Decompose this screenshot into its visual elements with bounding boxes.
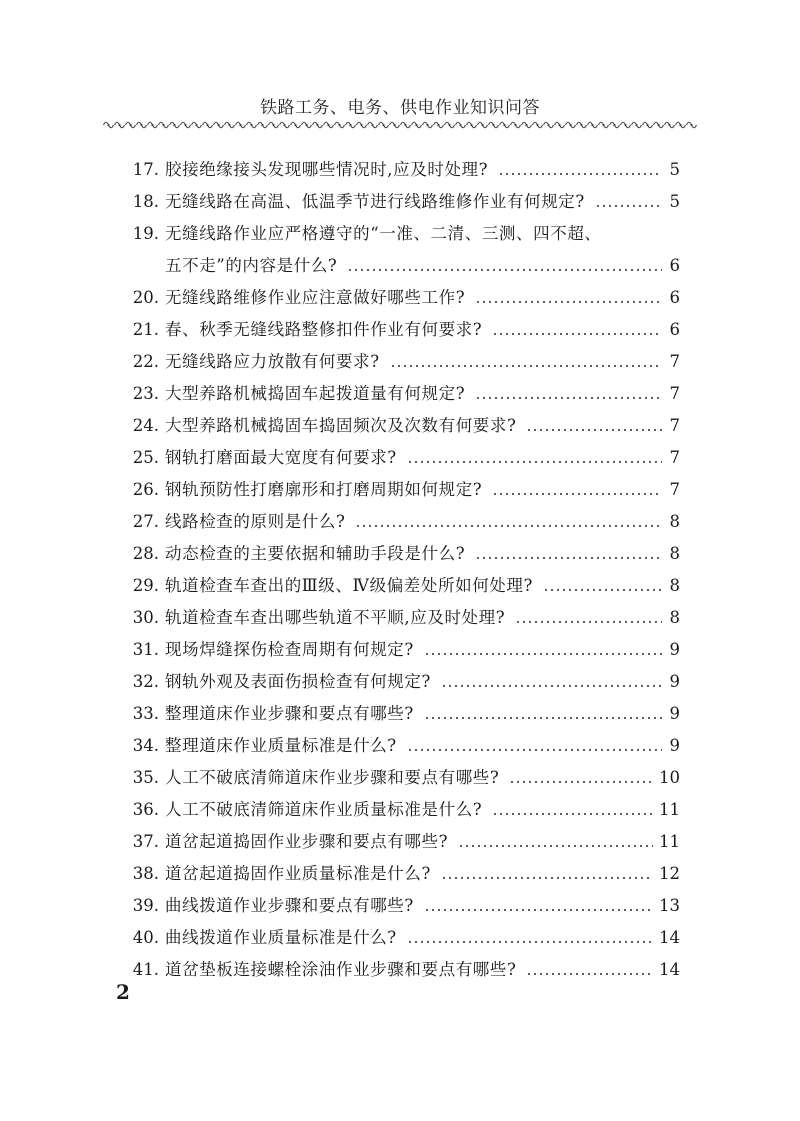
toc-entry[interactable] (128, 859, 680, 889)
toc-entry[interactable] (128, 923, 680, 953)
dot-leader (458, 845, 653, 847)
dot-leader (424, 717, 662, 719)
dot-leader (347, 269, 662, 271)
toc-entry-title: 整理道床作业步骤和要点有哪些? (165, 704, 414, 723)
toc-entry-number: 40. (132, 928, 159, 947)
toc-entry-page: 8 (669, 576, 680, 595)
toc-entry-page: 7 (669, 416, 680, 435)
dot-leader (407, 461, 662, 463)
toc-entry-page: 9 (669, 736, 680, 755)
toc-entry[interactable] (128, 699, 680, 729)
toc-entry-title: 曲线拨道作业质量标准是什么? (165, 928, 397, 947)
toc-entry-title: 春、秋季无缝线路整修扣件作业有何要求? (165, 320, 483, 339)
toc-entry[interactable] (128, 571, 680, 601)
dot-leader (424, 653, 662, 655)
toc-entry-number: 33. (132, 704, 159, 723)
toc-entry-title: 无缝线路在高温、低温季节进行线路维修作业有何规定? (165, 192, 585, 211)
toc-entry-page: 7 (669, 448, 680, 467)
toc-entry-page: 7 (669, 480, 680, 499)
toc-entry-page: 11 (659, 832, 680, 851)
dot-leader (407, 941, 653, 943)
dot-leader (475, 397, 662, 399)
toc-entry-number: 28. (132, 544, 159, 563)
dot-leader (498, 173, 662, 175)
toc-entry[interactable] (128, 443, 680, 473)
toc-entry-page: 12 (659, 864, 680, 883)
toc-entry-page: 9 (669, 672, 680, 691)
toc-entry-number: 27. (132, 512, 159, 531)
dot-leader (475, 557, 662, 559)
toc-entry[interactable] (128, 187, 680, 217)
toc-entry-title: 无缝线路应力放散有何要求? (165, 352, 380, 371)
dot-leader (595, 205, 662, 207)
toc-entry-title: 钢轨打磨面最大宽度有何要求? (165, 448, 397, 467)
dot-leader (526, 429, 662, 431)
toc-entry[interactable] (128, 795, 680, 825)
toc-entry-number: 29. (132, 576, 159, 595)
toc-entry[interactable] (128, 731, 680, 761)
toc-entry[interactable] (128, 475, 680, 505)
toc-entry-number: 34. (132, 736, 159, 755)
dot-leader (424, 909, 653, 911)
toc-entry[interactable] (128, 539, 680, 569)
toc-entry-page: 8 (669, 544, 680, 563)
toc-entry[interactable] (128, 635, 680, 665)
toc-entry[interactable] (128, 827, 680, 857)
toc-entry[interactable] (128, 155, 680, 185)
toc-entry[interactable] (128, 763, 680, 793)
dot-leader (390, 365, 662, 367)
toc-entry[interactable] (128, 219, 680, 249)
toc-entry-page: 6 (669, 256, 680, 275)
toc-entry-page: 7 (669, 384, 680, 403)
toc-entry-page: 8 (669, 512, 680, 531)
toc-entry[interactable] (128, 347, 680, 377)
toc-entry[interactable] (128, 507, 680, 537)
toc-entry-number: 31. (132, 640, 159, 659)
toc-entry-title: 人工不破底清筛道床作业步骤和要点有哪些? (165, 768, 500, 787)
toc-entry[interactable] (128, 411, 680, 441)
toc-entry-number: 38. (132, 864, 159, 883)
dot-leader (509, 781, 653, 783)
toc-entry-number: 23. (132, 384, 159, 403)
page-number: 2 (116, 980, 130, 1004)
toc-entry-number: 26. (132, 480, 159, 499)
toc-entry-number: 35. (132, 768, 159, 787)
toc-entry-page: 11 (659, 800, 680, 819)
dot-leader (441, 685, 662, 687)
toc-entry-title: 轨道检查车查出的Ⅲ级、Ⅳ级偏差处所如何处理? (165, 576, 533, 595)
dot-leader (407, 749, 662, 751)
toc-entry-number: 24. (132, 416, 159, 435)
toc-entry-title: 曲线拨道作业步骤和要点有哪些? (165, 896, 414, 915)
toc-entry-number: 18. (132, 192, 159, 211)
dot-leader (441, 877, 653, 879)
dot-leader (492, 333, 662, 335)
toc-entry[interactable] (128, 603, 680, 633)
toc-entry-number: 32. (132, 672, 159, 691)
dot-leader (543, 589, 662, 591)
toc-entry-page: 13 (659, 896, 680, 915)
toc-entry-number: 41. (132, 960, 159, 979)
toc-entry[interactable] (128, 667, 680, 697)
toc-entry-page: 5 (669, 192, 680, 211)
toc-entry[interactable] (128, 283, 680, 313)
toc-entry-title: 人工不破底清筛道床作业质量标准是什么? (165, 800, 483, 819)
toc-entry-title: 五不走”的内容是什么? (165, 256, 338, 275)
toc-entry-number: 30. (132, 608, 159, 627)
toc-entry-title: 大型养路机械捣固车起拨道量有何规定? (165, 384, 466, 403)
dot-leader (526, 973, 653, 975)
toc-entry-number: 37. (132, 832, 159, 851)
toc-entry-page: 8 (669, 608, 680, 627)
toc-entry-title: 线路检查的原则是什么? (165, 512, 346, 531)
toc-entry[interactable] (128, 955, 680, 985)
toc-entry-title: 整理道床作业质量标准是什么? (165, 736, 397, 755)
toc-entry-title: 钢轨预防性打磨廓形和打磨周期如何规定? (165, 480, 483, 499)
toc-entry-number: 36. (132, 800, 159, 819)
toc-entry[interactable] (128, 891, 680, 921)
toc-entry[interactable] (128, 315, 680, 345)
toc-entry-title: 无缝线路作业应严格遵守的“一准、二清、三测、四不超、 (165, 224, 602, 243)
toc-entry-number: 39. (132, 896, 159, 915)
toc-entry-page: 14 (659, 960, 680, 979)
dot-leader (355, 525, 662, 527)
toc-entry-number: 19. (132, 224, 159, 243)
toc-entry-continuation[interactable] (128, 251, 680, 281)
dot-leader (475, 301, 662, 303)
toc-entry-page: 6 (669, 288, 680, 307)
toc-entry-title: 道岔垫板连接螺栓涂油作业步骤和要点有哪些? (165, 960, 517, 979)
dot-leader (515, 621, 662, 623)
dot-leader (492, 493, 662, 495)
toc-entry-title: 道岔起道捣固作业质量标准是什么? (165, 864, 431, 883)
toc-entry-title: 道岔起道捣固作业步骤和要点有哪些? (165, 832, 449, 851)
toc-entry-title: 现场焊缝探伤检查周期有何规定? (165, 640, 414, 659)
toc-entry-page: 7 (669, 352, 680, 371)
toc-entry-number: 22. (132, 352, 159, 371)
toc-entry-title: 轨道检查车查出哪些轨道不平顺,应及时处理? (165, 608, 506, 627)
running-header-title: 铁路工务、电务、供电作业知识问答 (260, 98, 540, 118)
toc-entry-title: 大型养路机械捣固车捣固频次及次数有何要求? (165, 416, 517, 435)
dot-leader (492, 813, 653, 815)
toc-entry-title: 胶接绝缘接头发现哪些情况时,应及时处理? (165, 160, 489, 179)
toc-entry-number: 25. (132, 448, 159, 467)
toc-entry[interactable] (128, 379, 680, 409)
toc-entry-page: 6 (669, 320, 680, 339)
toc-entry-number: 17. (132, 160, 159, 179)
toc-entry-page: 14 (659, 928, 680, 947)
toc-entry-title: 钢轨外观及表面伤损检查有何规定? (165, 672, 431, 691)
toc-entry-title: 无缝线路维修作业应注意做好哪些工作? (165, 288, 466, 307)
toc-entry-number: 20. (132, 288, 159, 307)
toc-entry-page: 10 (659, 768, 680, 787)
toc-entry-page: 9 (669, 640, 680, 659)
toc-entry-number: 21. (132, 320, 159, 339)
toc-entry-page: 5 (669, 160, 680, 179)
toc-entry-page: 9 (669, 704, 680, 723)
toc-entry-title: 动态检查的主要依据和辅助手段是什么? (165, 544, 466, 563)
